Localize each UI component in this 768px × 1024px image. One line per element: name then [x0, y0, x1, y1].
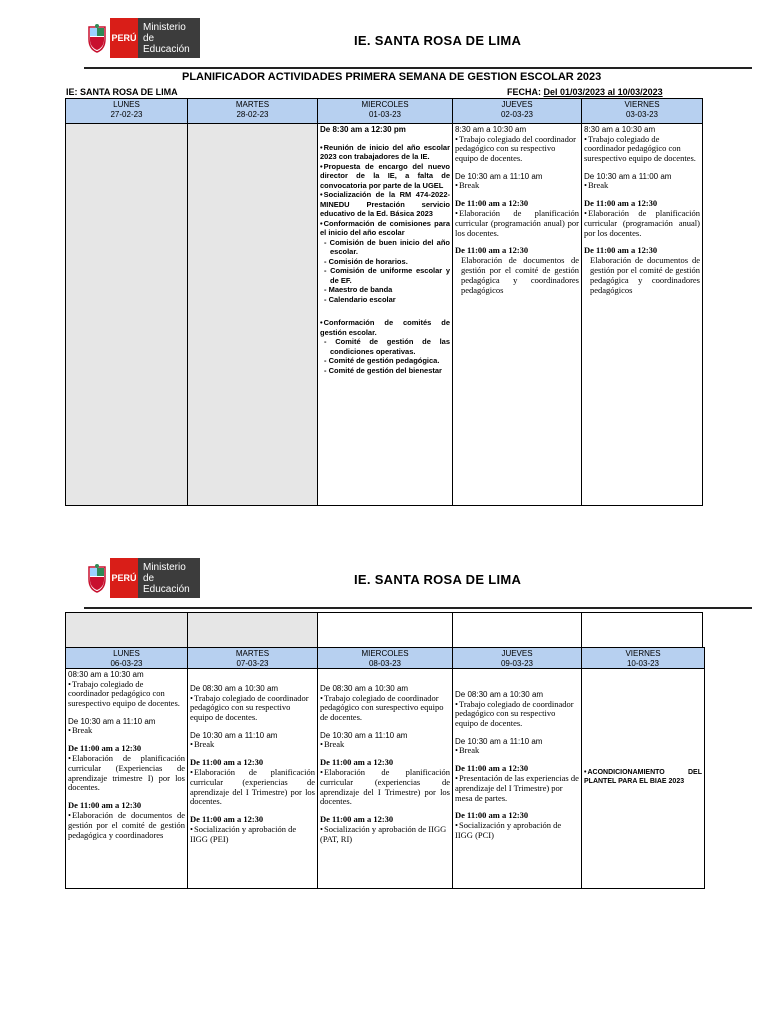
- logo-ministry-line1: Ministerio: [143, 561, 186, 573]
- fri-time3: De 11:00 am a 12:30: [584, 198, 658, 209]
- fri-time4: De 11:00 am a 12:30: [584, 245, 658, 256]
- fri-act3: • Elaboración de planificación curricular (programación anual) por los docentes.: [584, 209, 700, 238]
- thu2-act2: • Break: [455, 746, 579, 756]
- tue-time1: De 08:30 am a 10:30 am: [190, 684, 279, 693]
- fecha-label: FECHA:: [507, 87, 541, 97]
- wed-comision: - Calendario escolar: [324, 295, 450, 305]
- fri-act1: • Trabajo colegiado de coordinador pedagógico con surespectivo equipo de docentes.: [584, 135, 700, 164]
- peru-shield-icon: [84, 558, 110, 598]
- wed-item: • Reunión de inicio del año escolar 2023 con trabajadores de la IE.: [320, 143, 450, 162]
- thu-act4: Elaboración de documentos de gestión por el comité de gestión pedagógica y coordinadores pedagógicos: [461, 255, 579, 295]
- mon-act4: • Elaboración de documentos de gestión por el comité de gestión pedagógica y coordinadores: [68, 811, 185, 840]
- day-name: JUEVES: [501, 649, 533, 658]
- week1-col-thu: [453, 124, 582, 505]
- wed-comite: - Comité de gestión de las condiciones operativas.: [324, 337, 450, 356]
- thu2-time2: De 10:30 am a 11:10 am: [455, 736, 543, 746]
- wed-comite: - Comité de gestión del bienestar: [324, 366, 450, 376]
- logo-country: PERÚ: [110, 558, 138, 598]
- week2-top-mon: [66, 613, 188, 649]
- day-name: LUNES: [113, 649, 140, 658]
- tue-act1: • Trabajo colegiado de coordinador pedagógico con su respectivo equipo de docentes.: [190, 694, 315, 723]
- ie-label: IE: SANTA ROSA DE LIMA: [66, 87, 178, 97]
- tue-time4: De 11:00 am a 12:30: [190, 814, 264, 825]
- mon-time2: De 10:30 am a 11:10 am: [68, 716, 156, 726]
- wed2-time3: De 11:00 am a 12:30: [320, 757, 394, 768]
- week2-top-tue: [188, 613, 318, 649]
- wed2-act1: • Trabajo colegiado de coordinador pedagógico con surespectivo equipo de docentes.: [320, 694, 450, 723]
- day-name: VIERNES: [625, 649, 661, 658]
- week1-head-wed: [318, 99, 453, 124]
- logo-ministry-line2: de Educación: [143, 32, 190, 55]
- thu-time1: 8:30 am a 10:30 am: [455, 125, 527, 134]
- wed-item: • Conformación de comisiones para el inicio del año escolar: [320, 219, 450, 238]
- day-date: 08-03-23: [368, 659, 402, 668]
- wed-comites-title: • Conformación de comités de gestión escolar.: [320, 318, 450, 337]
- thu2-time3: De 11:00 am a 12:30: [455, 763, 529, 774]
- day-name: JUEVES: [501, 100, 533, 109]
- wed2-act2: • Break: [320, 740, 450, 750]
- week1-col-tue: [188, 124, 318, 505]
- week1-head-mon: [66, 99, 188, 124]
- week2-col-tue: [188, 669, 318, 888]
- mon-time3: De 11:00 am a 12:30: [68, 743, 142, 754]
- fecha-block: [507, 87, 663, 97]
- thu-act2: • Break: [455, 181, 579, 191]
- day-date: 02-03-23: [500, 110, 534, 119]
- day-name: MARTES: [235, 649, 270, 658]
- week2-head-mon: [66, 648, 188, 669]
- day-name: VIERNES: [624, 100, 660, 109]
- week2-col-wed: [318, 669, 453, 888]
- wed2-act3: • Elaboración de planificación curricular (experiencias de aprendizaje del I Trimestre) por los docentes.: [320, 768, 450, 807]
- wed2-time1: De 08:30 am a 10:30 am: [320, 684, 409, 693]
- day-date: 10-03-23: [626, 659, 660, 668]
- mon-act1: • Trabajo colegiado de coordinador pedagógico con surespectivo equipo de docentes.: [68, 680, 185, 709]
- week1-head-tue: [188, 99, 318, 124]
- logo-ministry-line1: Ministerio: [143, 21, 186, 33]
- minedu-logo: [84, 18, 200, 58]
- week2-table-top: [65, 612, 703, 648]
- school-title-2: IE. SANTA ROSA DE LIMA: [354, 572, 522, 587]
- header-rule-2: [84, 607, 752, 609]
- day-name: MIERCOLES: [361, 649, 409, 658]
- tue-time3: De 11:00 am a 12:30: [190, 757, 264, 768]
- day-date: 01-03-23: [368, 110, 402, 119]
- day-name: MARTES: [235, 100, 270, 109]
- fri2-act1: • ACONDICIONAMIENTO DEL PLANTEL PARA EL BIAE 2023: [584, 768, 702, 786]
- plan-title: PLANIFICADOR ACTIVIDADES PRIMERA SEMANA DE GESTION ESCOLAR 2023: [182, 71, 602, 83]
- logo-ministry: [138, 558, 200, 598]
- mon-time1: 08:30 am a 10:30 am: [68, 670, 144, 679]
- week1-table: [65, 98, 703, 506]
- tue-act4: • Socialización y aprobación de IIGG (PEI): [190, 825, 315, 845]
- wed-comision: - Comisión de horarios.: [324, 257, 450, 267]
- wed2-time4: De 11:00 am a 12:30: [320, 814, 394, 825]
- week2-col-mon: [66, 669, 188, 888]
- tue-act2: • Break: [190, 740, 315, 750]
- thu-time4: De 11:00 am a 12:30: [455, 245, 529, 256]
- week1-head-thu: [453, 99, 582, 124]
- day-name: LUNES: [113, 100, 140, 109]
- thu2-time4: De 11:00 am a 12:30: [455, 810, 529, 821]
- day-date: 27-02-23: [110, 110, 143, 119]
- day-date: 07-03-23: [236, 659, 269, 668]
- wed-item: • Socialización de la RM 474-2022-MINEDU Prestación servicio educativo de la Ed. Básica 2023: [320, 190, 450, 219]
- week2-head-tue: [188, 648, 318, 669]
- mon-act3: • Elaboración de planificación curricular (Experiencias de aprendizaje trimestre I) por los docentes.: [68, 754, 185, 793]
- week1-col-wed: [318, 124, 453, 505]
- school-title: IE. SANTA ROSA DE LIMA: [354, 33, 522, 48]
- wed-comision: - Maestro de banda: [324, 285, 450, 295]
- week2-head-thu: [453, 648, 582, 669]
- header-rule: [84, 67, 752, 69]
- day-date: 03-03-23: [625, 110, 659, 119]
- week2-col-fri: [582, 669, 704, 888]
- week2-table: [65, 647, 705, 889]
- day-name: MIERCOLES: [361, 100, 409, 109]
- week2-top-thu: [453, 613, 582, 649]
- tue-time2: De 10:30 am a 11:10 am: [190, 730, 278, 740]
- mon-act2: • Break: [68, 726, 185, 736]
- minedu-logo-2: [84, 558, 200, 598]
- fecha-value: Del 01/03/2023 al 10/03/2023: [543, 87, 663, 97]
- wed-comision: - Comisión de buen inicio del año escolar.: [324, 238, 450, 257]
- thu-act3: • Elaboración de planificación curricular (programación anual) por los docentes.: [455, 209, 579, 238]
- wed-comision: - Comisión de uniforme escolar y de EF.: [324, 266, 450, 285]
- week2-head-wed: [318, 648, 453, 669]
- fri-act2: • Break: [584, 181, 700, 191]
- week2-head-fri: [582, 648, 704, 669]
- logo-country: PERÚ: [110, 18, 138, 58]
- thu-act1: • Trabajo colegiado del coordinador pedagógico con su respectivo equipo de docentes.: [455, 135, 579, 164]
- week1-head-fri: [582, 99, 702, 124]
- thu2-act4: • Socialización y aprobación de IIGG (PCI): [455, 821, 579, 841]
- fri-act4: Elaboración de documentos de gestión por el comité de gestión pedagógica y coordinadores pedagógicos: [590, 255, 700, 295]
- wed-item: • Propuesta de encargo del nuevo director de la IE, a falta de convocatoria por parte de la UGEL: [320, 162, 450, 191]
- day-date: 28-02-23: [236, 110, 269, 119]
- thu2-act1: • Trabajo colegiado de coordinador pedagógico con su respectivo equipo de docentes.: [455, 700, 579, 729]
- wed2-act4: • Socialización y aprobación de IIGG (PAT, RI): [320, 825, 450, 845]
- week1-col-mon: [66, 124, 188, 505]
- week2-top-wed: [318, 613, 453, 649]
- day-date: 09-03-23: [500, 659, 534, 668]
- peru-shield-icon: [84, 18, 110, 58]
- thu-time3: De 11:00 am a 12:30: [455, 198, 529, 209]
- wed2-time2: De 10:30 am a 11:10 am: [320, 730, 408, 740]
- wed-time: De 8:30 am a 12:30 pm: [320, 125, 406, 134]
- tue-act3: • Elaboración de planificación curricular (experiencias de aprendizaje del I Trimestre) por los docentes.: [190, 768, 315, 807]
- mon-time4: De 11:00 am a 12:30: [68, 800, 142, 811]
- logo-ministry: [138, 18, 200, 58]
- thu2-time1: De 08:30 am a 10:30 am: [455, 690, 544, 699]
- fri-time1: 8:30 am a 10:30 am: [584, 125, 656, 134]
- day-date: 06-03-23: [110, 659, 143, 668]
- thu-time2: De 10:30 am a 11:10 am: [455, 171, 543, 181]
- week1-col-fri: [582, 124, 702, 505]
- wed-comite: - Comité de gestión pedagógica.: [324, 356, 450, 366]
- week2-col-thu: [453, 669, 582, 888]
- thu2-act3: • Presentación de las experiencias de aprendizaje del I Trimestre) por mesa de partes.: [455, 774, 579, 803]
- fri-time2: De 10:30 am a 11:00 am: [584, 171, 672, 181]
- logo-ministry-line2: de Educación: [143, 572, 190, 595]
